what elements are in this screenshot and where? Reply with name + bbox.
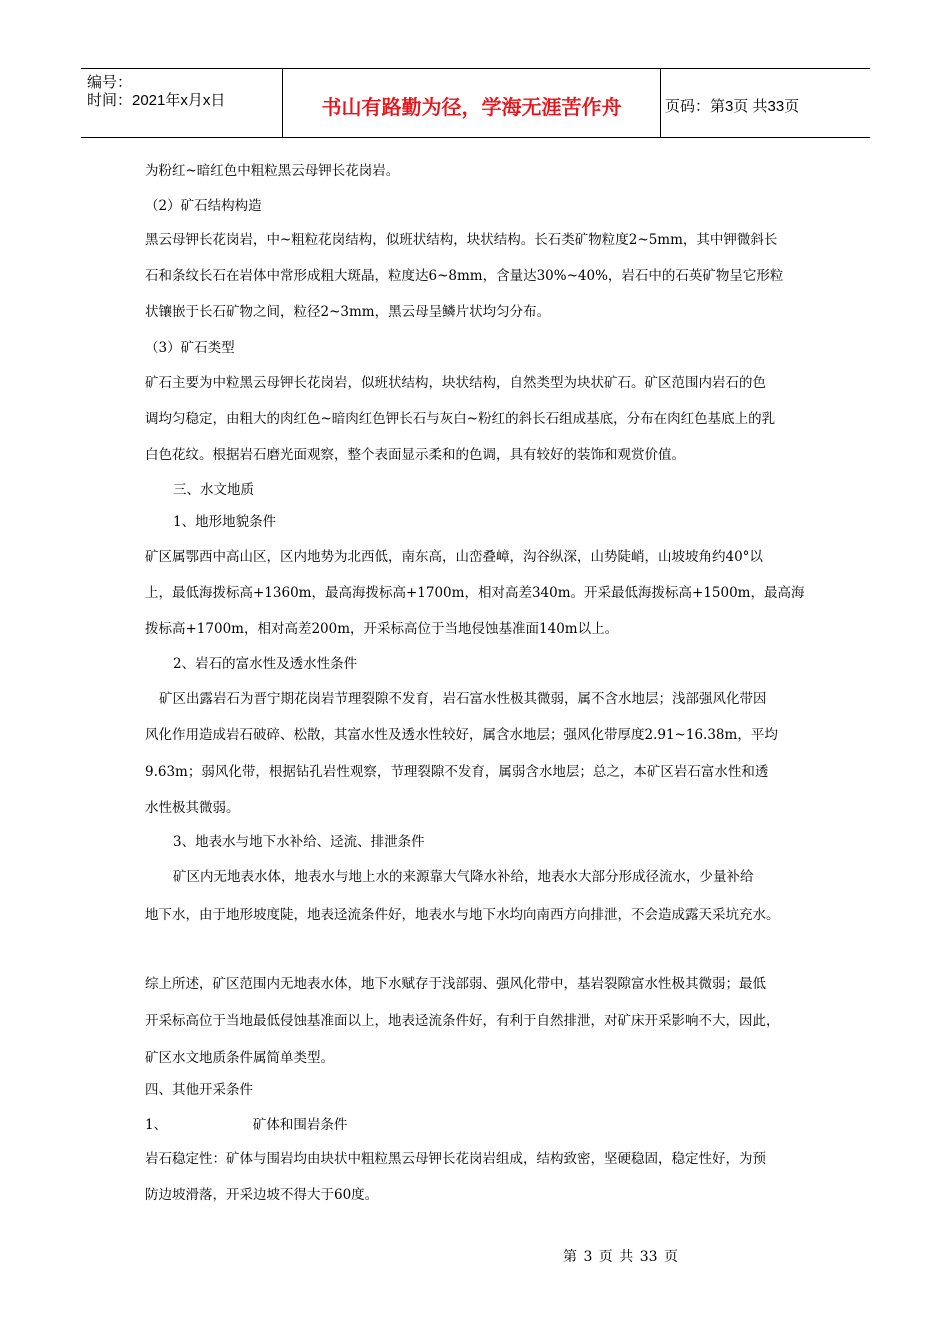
section-heading: 1、 矿体和围岩条件 [145, 1117, 348, 1133]
section-heading: 三、水文地质 [173, 482, 254, 498]
section-heading: （3）矿石类型 [145, 340, 235, 356]
body-line: 石和条纹长石在岩体中常形成粗大斑晶，粒度达6~8mm，含量达30%~40%，岩石中的石英矿物呈它形粒 [145, 268, 784, 284]
body-line: 开采标高位于当地最低侵蚀基准面以上，地表迳流条件好，有利于自然排泄，对矿床开采影响不大，因此， [145, 1013, 780, 1029]
document-number: 编号： [87, 74, 133, 91]
section-heading: （2）矿石结构构造 [145, 198, 262, 214]
page-header [81, 68, 870, 138]
body-line: 黑云母钾长花岗岩，中~粗粒花岗结构，似班状结构，块状结构。长石类矿物粒度2~5mm，其中钾微斜长 [145, 232, 778, 248]
body-line: 岩石稳定性：矿体与围岩均由块状中粗粒黑云母钾长花岗岩组成，结构致密，坚硬稳固，稳定性好，为预 [145, 1151, 766, 1167]
body-line: 9.63m；弱风化带，根据钻孔岩性观察，节理裂隙不发育，属弱含水地层；总之，本矿区岩石富水性和透 [145, 764, 769, 780]
body-line: 矿石主要为中粒黑云母钾长花岗岩，似班状结构，块状结构，自然类型为块状矿石。矿区范围内岩石的色 [145, 375, 766, 391]
header-meta [81, 69, 281, 137]
body-line: 矿区水文地质条件属简单类型。 [145, 1050, 334, 1066]
body-line: 为粉红~暗红色中粗粒黑云母钾长花岗岩。 [145, 163, 400, 179]
section-heading: 四、其他开采条件 [145, 1082, 253, 1098]
header-motto: 书山有路勤为径，学海无涯苦作舟 [321, 95, 622, 119]
footer-page-number: 第 3 页 共 33 页 [563, 1249, 678, 1265]
body-line: 防边坡滑落，开采边坡不得大于60度。 [145, 1187, 379, 1203]
body-line: 上，最低海拨标高+1360m，最高海拨标高+1700m，相对高差340m。开采最低海拨标高+1500m，最高海 [145, 585, 805, 601]
body-line: 水性极其微弱。 [145, 800, 240, 816]
body-line: 矿区内无地表水体，地表水与地上水的来源靠大气降水补给，地表水大部分形成径流水，少量补给 [173, 869, 754, 885]
body-line: 状镶嵌于长石矿物之间，粒径2~3mm，黑云母呈鳞片状均匀分布。 [145, 304, 551, 320]
section-heading: 1、地形地貌条件 [173, 514, 277, 530]
body-line: 白色花纹。根据岩石磨光面观察，整个表面显示柔和的色调，具有较好的装饰和观赏价值。 [145, 447, 685, 463]
body-line: 地下水，由于地形坡度陡，地表迳流条件好，地表水与地下水均向南西方向排泄，不会造成露天采坑充水。 [145, 907, 780, 923]
body-line: 矿区属鄂西中高山区，区内地势为北西低，南东高，山峦叠嶂，沟谷纵深，山势陡峭，山坡坡角约40°以 [145, 549, 763, 565]
body-line: 拨标高+1700m，相对高差200m，开采标高位于当地侵蚀基准面140m以上。 [145, 621, 619, 637]
section-heading: 3、地表水与地下水补给、迳流、排泄条件 [173, 834, 425, 850]
header-motto-cell [282, 69, 661, 137]
body-line: 矿区出露岩石为晋宁期花岗岩节理裂隙不发育，岩石富水性极其微弱，属不含水地层；浅部强风化带因 [159, 691, 767, 707]
header-page-cell [665, 69, 870, 137]
body-line: 调均匀稳定，由粗大的肉红色~暗肉红色钾长石与灰白~粉红的斜长石组成基底，分布在肉红色基底上的乳 [145, 411, 776, 427]
body-line: 综上所述，矿区范围内无地表水体，地下水赋存于浅部弱、强风化带中，基岩裂隙富水性极其微弱；最低 [145, 976, 766, 992]
body-line: 风化作用造成岩石破碎、松散，其富水性及透水性较好，属含水地层；强风化带厚度2.91~16.38m，平均 [145, 727, 778, 743]
document-date: 时间：2021年x月x日 [87, 92, 226, 109]
section-heading: 2、岩石的富水性及透水性条件 [173, 656, 358, 672]
header-page-number: 页码：第3页 共33页 [665, 98, 800, 115]
